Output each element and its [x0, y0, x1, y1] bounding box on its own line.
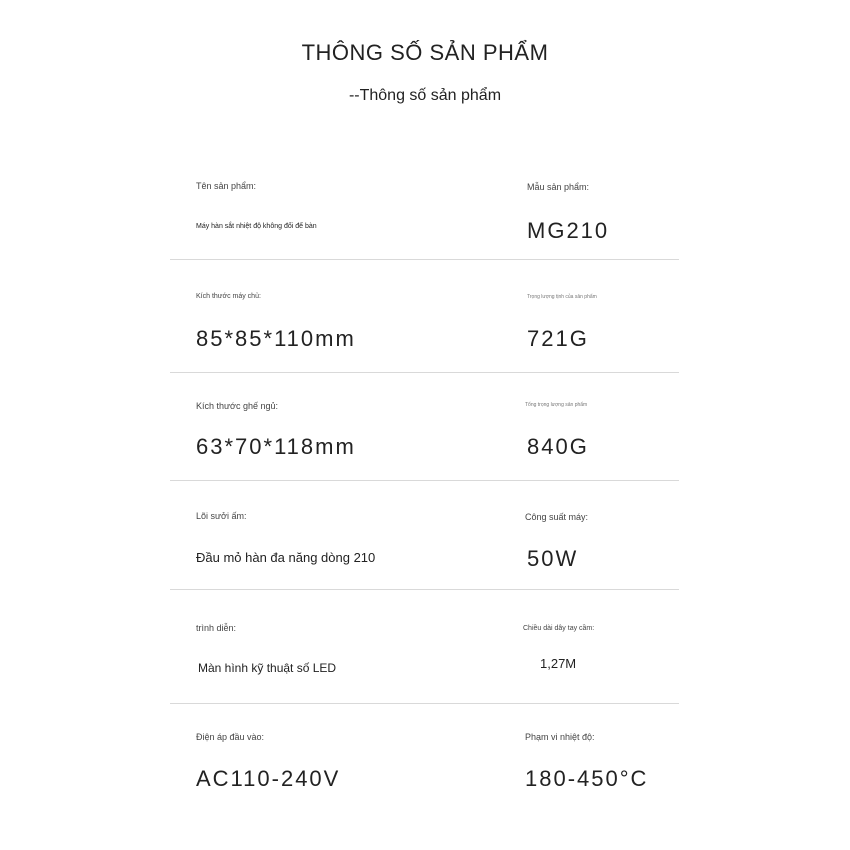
net-weight-value: 721G — [527, 326, 589, 351]
product-name-label: Tên sản phẩm: — [196, 181, 257, 191]
spec-row-heating-core — [170, 481, 679, 590]
host-size-value: 85*85*110mm — [196, 326, 356, 351]
heating-core-label: Lõi sưởi ấm: — [196, 511, 247, 521]
stand-size-label: Kích thước ghế ngủ: — [196, 401, 278, 411]
power-label: Công suất máy: — [525, 512, 589, 522]
heating-core-value: Đầu mỏ hàn đa năng dòng 210 — [196, 550, 376, 565]
product-name-value: Máy hàn sắt nhiệt độ không đổi để bàn — [196, 223, 317, 230]
gross-weight-label: Tổng trọng lượng sản phẩm — [525, 402, 588, 408]
cable-length-label: Chiều dài dây tay cầm: — [523, 625, 595, 632]
host-size-label: Kích thước máy chủ: — [196, 293, 261, 300]
spec-table — [170, 160, 679, 834]
power-value: 50W — [527, 546, 579, 571]
model-label: Mẫu sản phẩm: — [527, 182, 590, 192]
input-voltage-value: AC110-240V — [196, 766, 341, 791]
net-weight-label: Trọng lượng tịnh của sản phẩm — [527, 294, 597, 300]
spec-row-input-voltage — [170, 704, 679, 834]
display-value: Màn hình kỹ thuật số LED — [198, 661, 337, 675]
temp-range-label: Phạm vi nhiệt độ: — [525, 732, 595, 742]
input-voltage-label: Điện áp đầu vào: — [196, 732, 265, 742]
spec-row-display — [170, 590, 679, 704]
gross-weight-value: 840G — [527, 434, 589, 459]
model-value: MG210 — [527, 218, 610, 243]
page-title: THÔNG SỐ SẢN PHẨM — [301, 40, 549, 65]
cable-length-value: 1,27M — [540, 656, 577, 671]
stand-size-value: 63*70*118mm — [196, 434, 356, 459]
spec-row-stand-size — [170, 373, 679, 481]
page-subtitle: --Thông số sản phẩm — [348, 87, 502, 104]
spec-row-product-name — [170, 160, 679, 260]
display-label: trình diễn: — [196, 623, 237, 633]
temp-range-value: 180-450°C — [525, 766, 649, 791]
spec-row-host-size — [170, 260, 679, 373]
